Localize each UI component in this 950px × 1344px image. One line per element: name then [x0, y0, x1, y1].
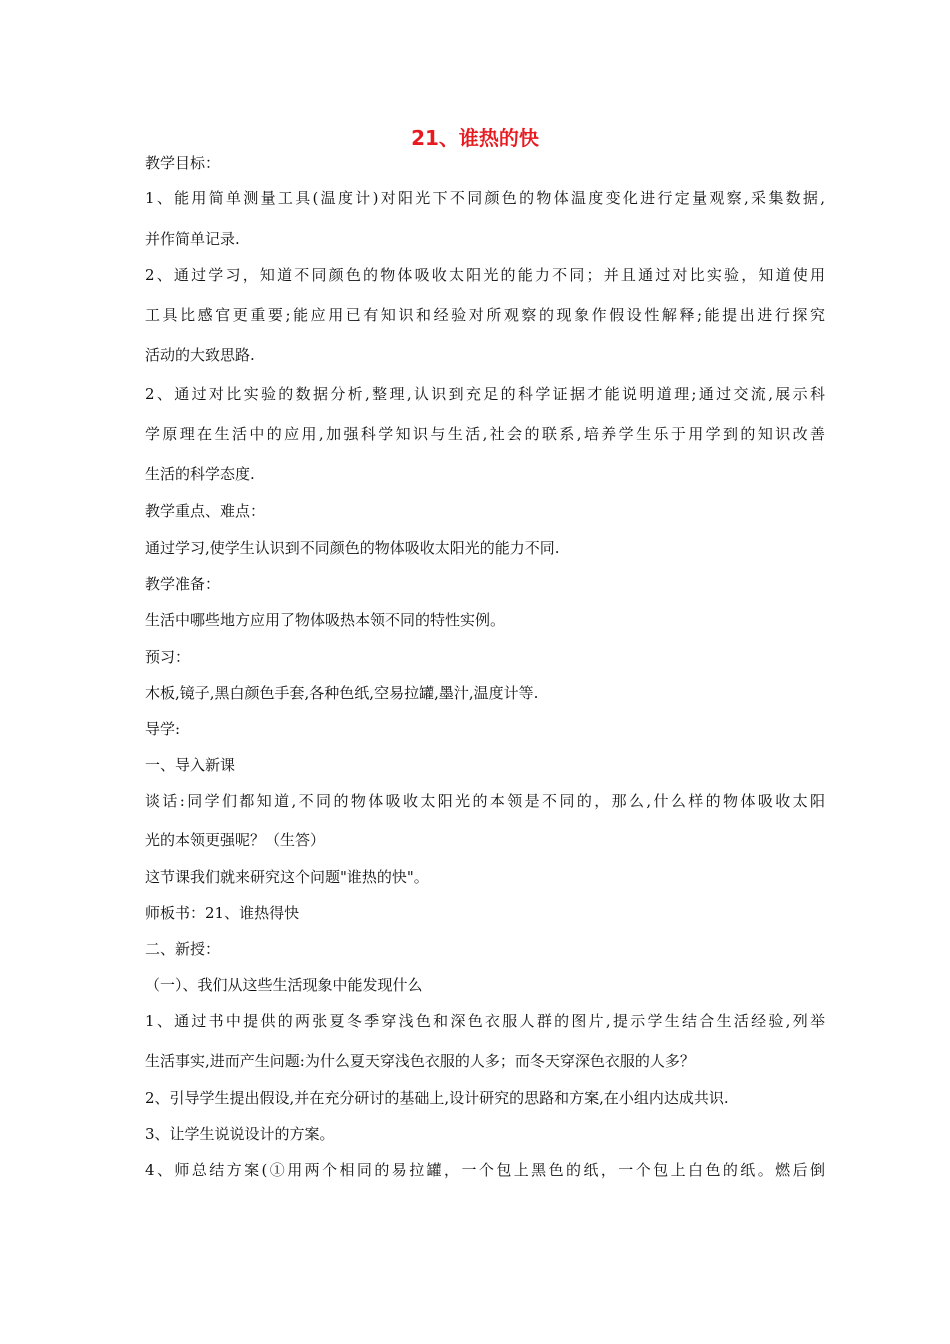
key-points-text: 通过学习,使学生认识到不同颜色的物体吸收太阳光的能力不同.: [145, 539, 560, 557]
step-1-line-1: 1、通过书中提供的两张夏冬季穿浅色和深色衣服人群的图片,提示学生结合生活经验,列举: [145, 1012, 825, 1030]
heading-guided-learning: 导学:: [145, 720, 181, 738]
step-1-line-2: 生活事实,进而产生问题:为什么夏天穿浅色衣服的人多；而冬天穿深色衣服的人多？: [145, 1052, 695, 1070]
subsection-1-heading: （一）、我们从这些生活现象中能发现什么: [145, 976, 423, 994]
goal-1-line-2: 并作简单记录.: [145, 230, 240, 248]
goal-3-line-2: 学原理在生活中的应用,加强科学知识与生活,社会的联系,培养学生乐于用学到的知识改善: [145, 425, 825, 443]
board-writing-text: 师板书：21、谁热得快: [145, 904, 300, 922]
talk-line-1: 谈话:同学们都知道,不同的物体吸收太阳光的本领是不同的，那么,什么样的物体吸收太阳: [145, 792, 825, 810]
talk-line-2: 光的本领更强呢？（生答）: [145, 831, 326, 849]
heading-key-points: 教学重点、难点：: [145, 502, 266, 520]
section-1-heading: 一、导入新课: [145, 756, 236, 774]
heading-teaching-goals: 教学目标：: [145, 154, 221, 172]
goal-2-line-3: 活动的大致思路.: [145, 346, 255, 364]
heading-preview: 预习：: [145, 648, 191, 666]
preview-text: 木板,镜子,黑白颜色手套,各种色纸,空易拉罐,墨汁,温度计等.: [145, 684, 539, 702]
goal-3-line-1: 2、通过对比实验的数据分析,整理,认识到充足的科学证据才能说明道理;通过交流,展示科: [145, 385, 825, 403]
heading-preparation: 教学准备：: [145, 575, 221, 593]
section-2-heading: 二、新授：: [145, 940, 221, 958]
step-2-text: 2、引导学生提出假设,并在充分研讨的基础上,设计研究的思路和方案,在小组内达成共识.: [145, 1089, 729, 1107]
preparation-text: 生活中哪些地方应用了物体吸热本领不同的特性实例。: [145, 611, 506, 629]
step-4-text: 4、师总结方案(①用两个相同的易拉罐，一个包上黑色的纸，一个包上白色的纸。燃后倒: [145, 1161, 825, 1179]
goal-2-line-1: 2、通过学习，知道不同颜色的物体吸收太阳光的能力不同；并且通过对比实验，知道使用: [145, 266, 825, 284]
goal-2-line-2: 工具比感官更重要;能应用已有知识和经验对所观察的现象作假设性解释;能提出进行探究: [145, 306, 825, 324]
document-title: 21、谁热的快: [411, 126, 539, 150]
step-3-text: 3、让学生说说设计的方案。: [145, 1125, 335, 1143]
goal-1-line-1: 1、能用简单测量工具(温度计)对阳光下不同颜色的物体温度变化进行定量观察,采集数据,: [145, 189, 825, 207]
goal-3-line-3: 生活的科学态度.: [145, 465, 255, 483]
lesson-intro-text: 这节课我们就来研究这个问题"谁热的快"。: [145, 868, 429, 886]
